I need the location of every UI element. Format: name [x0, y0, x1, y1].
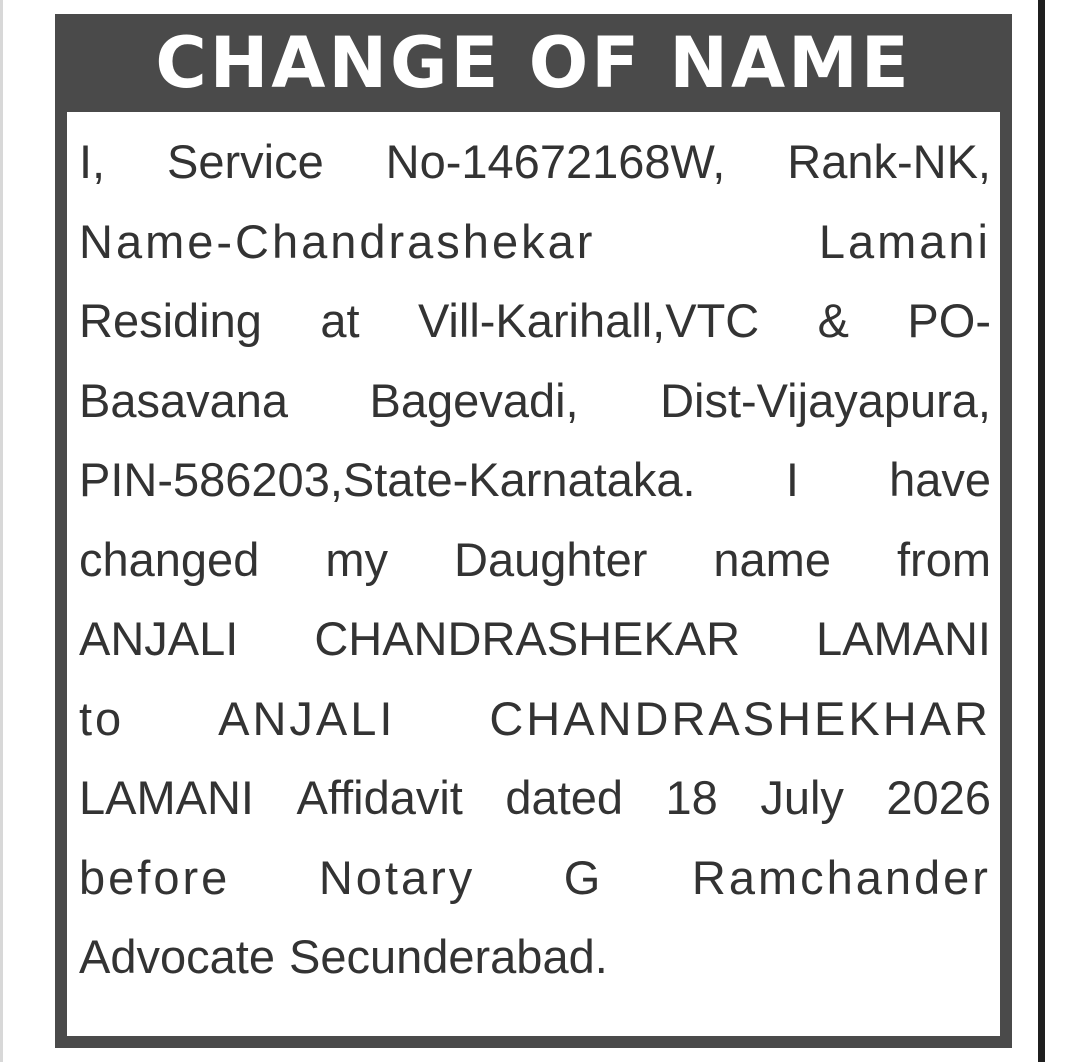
notice-line [79, 917, 991, 997]
notice-line [79, 440, 991, 520]
notice-word: Name-Chandrashekar [79, 214, 596, 268]
notice-word: Vill-Karihall,VTC [417, 294, 760, 348]
notice-word: I [785, 453, 799, 507]
scan-edge [0, 0, 3, 1062]
notice-word: Residing [79, 294, 262, 348]
notice-word: LAMANI [816, 612, 991, 666]
ad-title: CHANGE OF NAME [155, 22, 912, 104]
notice-word: PO- [907, 294, 991, 348]
notice-word: 18 [665, 771, 718, 825]
notice-line [79, 361, 991, 441]
notice-word: Lamani [818, 214, 991, 268]
notice-word: Bagevadi, [369, 373, 579, 427]
notice-word: my [325, 532, 389, 586]
notice-word: G [563, 850, 604, 904]
notice-word: from [897, 532, 991, 586]
notice-word: at [320, 294, 360, 348]
notice-word: Affidavit [296, 771, 463, 825]
notice-word: to [79, 691, 125, 745]
notice-word: & [817, 294, 849, 348]
notice-word: before [79, 850, 231, 904]
notice-word: Dist-Vijayapura, [660, 373, 991, 427]
notice-line [79, 758, 991, 838]
notice-line [79, 599, 991, 679]
notice-word: CHANDRASHEKAR [314, 612, 741, 666]
notice-word: I, [79, 135, 106, 189]
notice-word: have [889, 453, 991, 507]
notice-word: Daughter [454, 532, 648, 586]
notice-word: Basavana [79, 373, 289, 427]
notice-line [79, 838, 991, 918]
notice-word: dated [505, 771, 623, 825]
notice-word: CHANDRASHEKHAR [489, 691, 991, 745]
notice-word: Advocate [79, 930, 275, 984]
notice-word: ANJALI [218, 691, 396, 745]
notice-word: PIN-586203,State-Karnataka. [79, 453, 696, 507]
notice-word: Service [167, 135, 324, 189]
notice-word: LAMANI [79, 771, 254, 825]
notice-word: Notary [318, 850, 476, 904]
notice-line [79, 122, 991, 202]
notice-word: Rank-NK, [787, 135, 991, 189]
notice-word: No-14672168W, [385, 135, 726, 189]
notice-line [79, 520, 991, 600]
column-rule [1038, 0, 1045, 1062]
notice-word: Ramchander [691, 850, 991, 904]
notice-word: 2026 [886, 771, 991, 825]
change-of-name-ad [55, 14, 1012, 1048]
notice-line [79, 281, 991, 361]
notice-word: Secunderabad. [288, 930, 608, 984]
ad-header [55, 14, 1012, 112]
notice-line [79, 202, 991, 282]
notice-word: changed [79, 532, 260, 586]
notice-word: name [713, 532, 831, 586]
notice-word: ANJALI [79, 612, 239, 666]
notice-word: July [760, 771, 844, 825]
ad-body [79, 122, 991, 997]
notice-line [79, 679, 991, 759]
